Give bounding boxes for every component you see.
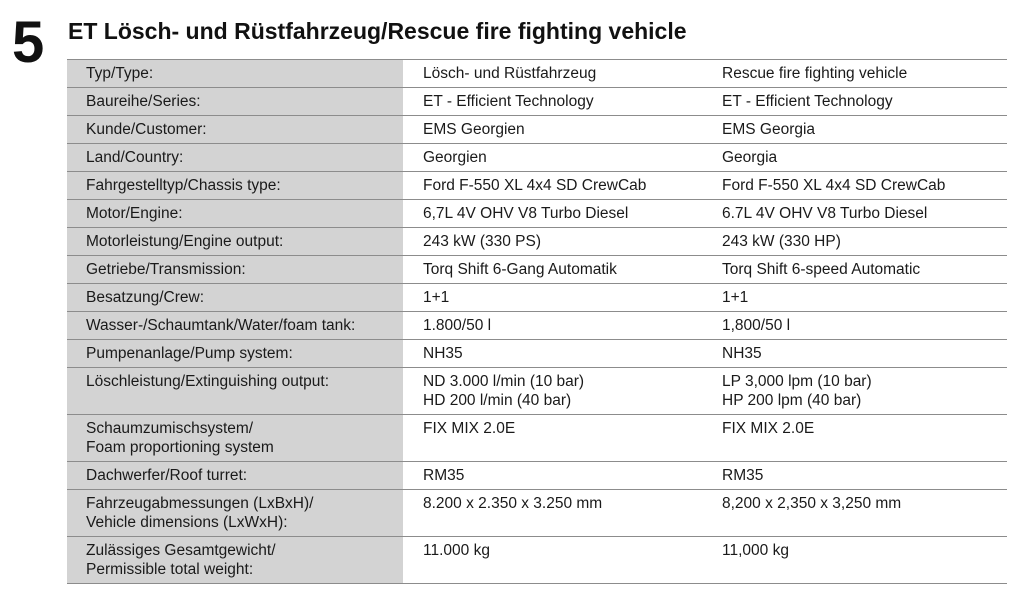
- value-english: 1,800/50 l: [722, 317, 791, 334]
- value-english-cell: [705, 88, 1007, 116]
- row-label: Wasser-/Schaumtank/Water/foam tank:: [86, 317, 356, 334]
- value-english-cell: [705, 116, 1007, 144]
- row-label-cell: [67, 537, 403, 584]
- row-label: Baureihe/Series:: [86, 93, 201, 110]
- row-label: Kunde/Customer:: [86, 121, 207, 138]
- table-row: [67, 462, 1007, 490]
- value-english-cell: [705, 462, 1007, 490]
- value-german: EMS Georgien: [423, 121, 525, 138]
- row-label: Besatzung/Crew:: [86, 289, 205, 306]
- row-label: Fahrgestelltyp/Chassis type:: [86, 177, 281, 194]
- row-label: Motor/Engine:: [86, 205, 183, 222]
- row-label: Motorleistung/Engine output:: [86, 233, 284, 250]
- value-german: Georgien: [423, 149, 487, 166]
- value-english-cell: [705, 228, 1007, 256]
- row-label: Getriebe/Transmission:: [86, 261, 246, 278]
- value-english: EMS Georgia: [722, 121, 816, 138]
- value-german: Ford F-550 XL 4x4 SD CrewCab: [423, 177, 647, 194]
- value-german: RM35: [423, 467, 465, 484]
- value-english-cell: [705, 368, 1007, 415]
- value-english-cell: [705, 312, 1007, 340]
- row-label: Foam proportioning system: [86, 439, 274, 456]
- value-english: ET - Efficient Technology: [722, 93, 893, 110]
- spec-table-body: [67, 60, 1007, 584]
- value-english: 6.7L 4V OHV V8 Turbo Diesel: [722, 205, 928, 222]
- value-english: FIX MIX 2.0E: [722, 420, 815, 437]
- value-german: Torq Shift 6-Gang Automatik: [423, 261, 617, 278]
- value-german-cell: [403, 116, 705, 144]
- value-german: ND 3.000 l/min (10 bar): [423, 373, 585, 390]
- row-label: Fahrzeugabmessungen (LxBxH)/: [86, 495, 314, 512]
- row-label-cell: [67, 88, 403, 116]
- value-german: 8.200 x 2.350 x 3.250 mm: [423, 495, 603, 512]
- table-row: [67, 172, 1007, 200]
- row-label: Vehicle dimensions (LxWxH):: [86, 514, 288, 531]
- value-german: 1.800/50 l: [423, 317, 492, 334]
- value-german-cell: [403, 172, 705, 200]
- row-label-cell: [67, 200, 403, 228]
- value-german-cell: [403, 340, 705, 368]
- value-german: Lösch- und Rüstfahrzeug: [423, 65, 597, 82]
- table-row: [67, 415, 1007, 462]
- value-german: NH35: [423, 345, 463, 362]
- value-english-cell: [705, 200, 1007, 228]
- value-english-cell: [705, 415, 1007, 462]
- table-row: [67, 228, 1007, 256]
- table-row: [67, 60, 1007, 88]
- row-label-cell: [67, 368, 403, 415]
- value-english-cell: [705, 537, 1007, 584]
- value-german: 6,7L 4V OHV V8 Turbo Diesel: [423, 205, 629, 222]
- value-german-cell: [403, 537, 705, 584]
- value-english-cell: [705, 60, 1007, 88]
- row-label-cell: [67, 415, 403, 462]
- value-english: 8,200 x 2,350 x 3,250 mm: [722, 495, 902, 512]
- value-english: HP 200 lpm (40 bar): [722, 392, 862, 409]
- table-row: [67, 144, 1007, 172]
- value-english: LP 3,000 lpm (10 bar): [722, 373, 872, 390]
- value-german-cell: [403, 284, 705, 312]
- value-german-cell: [403, 415, 705, 462]
- row-label: Löschleistung/Extinguishing output:: [86, 373, 329, 390]
- value-german: 243 kW (330 PS): [423, 233, 542, 250]
- value-english: Georgia: [722, 149, 778, 166]
- row-label-cell: [67, 256, 403, 284]
- table-row: [67, 490, 1007, 537]
- row-label-cell: [67, 116, 403, 144]
- section-title: ET Lösch- und Rüstfahrzeug/Rescue fire fighting vehicle: [68, 18, 687, 44]
- row-label-cell: [67, 490, 403, 537]
- table-row: [67, 284, 1007, 312]
- value-english: 1+1: [722, 289, 749, 306]
- value-german: 11.000 kg: [423, 542, 490, 559]
- value-english-cell: [705, 490, 1007, 537]
- value-german-cell: [403, 368, 705, 415]
- value-german-cell: [403, 88, 705, 116]
- value-german-cell: [403, 228, 705, 256]
- row-label: Permissible total weight:: [86, 561, 254, 578]
- value-english: 243 kW (330 HP): [722, 233, 841, 250]
- value-german-cell: [403, 490, 705, 537]
- table-row: [67, 368, 1007, 415]
- value-german-cell: [403, 462, 705, 490]
- row-label-cell: [67, 284, 403, 312]
- value-german-cell: [403, 200, 705, 228]
- table-row: [67, 256, 1007, 284]
- value-english: Ford F-550 XL 4x4 SD CrewCab: [722, 177, 946, 194]
- table-row: [67, 340, 1007, 368]
- table-row: [67, 116, 1007, 144]
- value-german-cell: [403, 256, 705, 284]
- value-english: RM35: [722, 467, 764, 484]
- value-german: 1+1: [423, 289, 450, 306]
- value-german: HD 200 l/min (40 bar): [423, 392, 572, 409]
- value-english-cell: [705, 144, 1007, 172]
- row-label-cell: [67, 462, 403, 490]
- value-english: NH35: [722, 345, 762, 362]
- value-english: Rescue fire fighting vehicle: [722, 65, 908, 82]
- row-label: Pumpenanlage/Pump system:: [86, 345, 293, 362]
- value-english-cell: [705, 340, 1007, 368]
- value-english-cell: [705, 284, 1007, 312]
- row-label-cell: [67, 228, 403, 256]
- value-german-cell: [403, 60, 705, 88]
- row-label-cell: [67, 340, 403, 368]
- value-german: ET - Efficient Technology: [423, 93, 594, 110]
- value-english: Torq Shift 6-speed Automatic: [722, 261, 921, 278]
- row-label-cell: [67, 144, 403, 172]
- table-row: [67, 537, 1007, 584]
- spec-table: [67, 59, 1007, 584]
- row-label: Zulässiges Gesamtgewicht/: [86, 542, 276, 559]
- row-label: Dachwerfer/Roof turret:: [86, 467, 248, 484]
- section-number: 5: [12, 10, 45, 75]
- row-label: Schaumzumischsystem/: [86, 420, 254, 437]
- row-label-cell: [67, 172, 403, 200]
- value-german: FIX MIX 2.0E: [423, 420, 516, 437]
- table-row: [67, 88, 1007, 116]
- row-label-cell: [67, 312, 403, 340]
- value-english-cell: [705, 256, 1007, 284]
- value-german-cell: [403, 312, 705, 340]
- table-row: [67, 312, 1007, 340]
- value-english: 11,000 kg: [722, 542, 789, 559]
- row-label-cell: [67, 60, 403, 88]
- value-english-cell: [705, 172, 1007, 200]
- row-label: Typ/Type:: [86, 65, 154, 82]
- table-row: [67, 200, 1007, 228]
- value-german-cell: [403, 144, 705, 172]
- row-label: Land/Country:: [86, 149, 184, 166]
